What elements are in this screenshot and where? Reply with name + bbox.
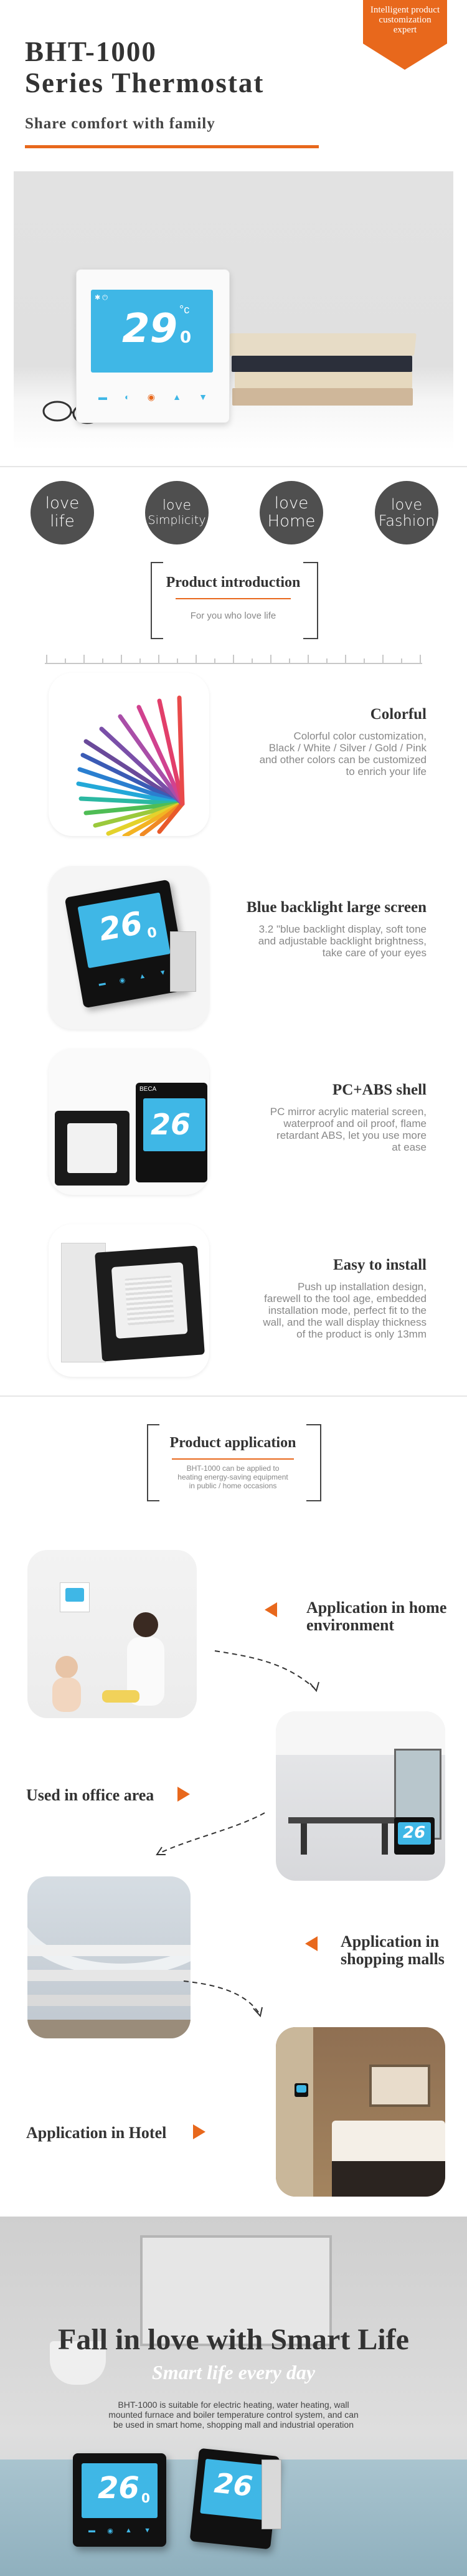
hero-photo	[14, 171, 453, 450]
screen-status: ✱ ⏻	[95, 294, 108, 302]
color-fan-icon	[49, 673, 209, 836]
intro-title-underline	[176, 598, 291, 599]
down-icon: ▼	[144, 2527, 151, 2534]
feature-title: Easy to install	[333, 1257, 427, 1273]
feature-text-line: waterproof and oil proof, flame	[283, 1118, 427, 1129]
love-word: love	[162, 498, 192, 514]
smart-display-decimal: 0	[141, 2491, 150, 2506]
love-word: love	[274, 494, 309, 513]
badge-text	[363, 5, 447, 35]
mode-icon[interactable]: ◐	[125, 392, 130, 402]
feature-text	[205, 923, 427, 959]
application-label	[26, 2124, 166, 2142]
installation-image	[49, 1224, 209, 1377]
application-label	[306, 1599, 446, 1634]
feature-text	[205, 1281, 427, 1340]
feature-text	[205, 730, 427, 777]
smart-life-banner	[0, 2217, 467, 2576]
dashed-connector	[212, 1645, 324, 1694]
application-title: Product application	[169, 1435, 296, 1451]
smart-subtitle: Smart life every day	[151, 2361, 316, 2384]
color-fan-image	[49, 673, 209, 836]
down-icon[interactable]: ▼	[199, 392, 207, 402]
smart-title: Fall in love with Smart Life	[58, 2323, 409, 2356]
feature-text-line: of the product is only 13mm	[296, 1328, 427, 1340]
feature-title: PC+ABS shell	[332, 1081, 427, 1098]
feature-text-line: farewell to the tool age, embedded	[264, 1293, 427, 1305]
intro-subtitle: For you who love life	[190, 611, 276, 621]
love-circle-life	[31, 481, 94, 544]
application-label	[341, 1933, 445, 1968]
office-display: 26	[403, 1823, 426, 1842]
home-application-image	[27, 1550, 197, 1718]
down-icon: ▼	[159, 968, 167, 977]
hero-title-line: Series Thermostat	[25, 67, 265, 98]
hero-thermostat	[76, 269, 230, 423]
brand-logo: BECA	[139, 1086, 157, 1093]
hero-title	[25, 36, 264, 98]
love-tail: life	[50, 512, 75, 531]
arrow-left-icon	[265, 1602, 277, 1617]
feature-display: 26	[96, 905, 146, 948]
hero-thermostat-buttons	[98, 392, 207, 402]
application-subtitle	[147, 1464, 319, 1490]
hero-subtitle: Share comfort with family	[25, 115, 215, 132]
smart-display-right: 26	[212, 2467, 255, 2503]
hero-thermostat-screen	[91, 290, 213, 373]
badge-line: customization	[379, 15, 432, 25]
feature-text-line: PC mirror acrylic material screen,	[270, 1106, 427, 1118]
menu-icon[interactable]: ▬	[98, 392, 107, 402]
love-tail: Simplicity	[148, 513, 206, 527]
power-icon[interactable]: ◉	[147, 392, 155, 402]
application-label	[26, 1787, 154, 1804]
mother-figure	[133, 1612, 158, 1637]
application-label-line: Used in office area	[26, 1786, 154, 1804]
baby-figure	[55, 1656, 78, 1678]
hero-unit: °c	[179, 303, 190, 316]
love-word: love	[45, 494, 80, 513]
backlight-thermostat-image	[49, 866, 209, 1029]
hero-divider	[25, 145, 319, 148]
arrow-right-icon	[193, 2124, 205, 2139]
ruler-divider	[45, 649, 422, 665]
feature-text-line: wall, and the wall display thickness	[263, 1316, 427, 1328]
application-subtitle-line: in public / home occasions	[189, 1481, 277, 1490]
up-icon: ▲	[125, 2527, 132, 2534]
dashed-connector	[143, 1810, 268, 1860]
power-icon: ◉	[107, 2527, 113, 2535]
up-icon: ▲	[138, 972, 147, 981]
application-subtitle-line: BHT-1000 can be applied to	[186, 1464, 280, 1473]
feature-text-line: Black / White / Silver / Gold / Pink	[268, 742, 427, 754]
arrow-right-icon	[177, 1787, 190, 1802]
smart-text-line: be used in smart home, shopping mall and industrial operation	[113, 2420, 354, 2430]
application-label-line: Application in	[341, 1932, 440, 1951]
badge-line: Intelligent product	[370, 5, 440, 15]
smart-thermostat-left	[73, 2453, 166, 2547]
feature-text-line: and other colors can be customized	[259, 754, 427, 766]
arrow-left-icon	[305, 1936, 318, 1951]
book-stack	[229, 333, 415, 408]
feature-text-line: at ease	[392, 1141, 427, 1153]
feature-text-line: 3.2 "blue backlight display, soft tone	[258, 923, 427, 935]
hotel-application-image	[276, 2027, 445, 2197]
feature-display-decimal: 0	[146, 924, 159, 942]
menu-icon: ▬	[88, 2527, 95, 2534]
smart-text-line: mounted furnace and boiler temperature control system, and can	[108, 2410, 359, 2420]
hero-temp: 29	[122, 306, 178, 352]
love-tail: Fashion	[378, 512, 435, 530]
smart-text	[62, 2400, 405, 2430]
feature-title: Blue backlight large screen	[246, 899, 427, 916]
feature-text-line: to enrich your life	[346, 766, 427, 777]
feature-title: Colorful	[370, 706, 427, 723]
feature-text-line: Colorful color customization,	[293, 730, 427, 742]
application-label-line: Application in home	[306, 1599, 447, 1617]
feature-text-line: take care of your eyes	[322, 947, 427, 959]
feature-text	[205, 1106, 427, 1153]
feature-display: 26	[151, 1108, 191, 1141]
shell-thermostat-image	[49, 1048, 209, 1195]
application-label-line: environment	[306, 1616, 395, 1634]
application-label-line: Application in Hotel	[26, 2124, 167, 2142]
feature-text-line: Push up installation design,	[298, 1281, 427, 1293]
badge-line: expert	[393, 25, 417, 35]
menu-icon: ▬	[98, 979, 106, 988]
application-title-underline	[172, 1458, 294, 1460]
smart-text-line: BHT-1000 is suitable for electric heating, water heating, wall	[118, 2400, 349, 2410]
smart-display-left: 26	[98, 2471, 139, 2506]
section-divider	[0, 1395, 467, 1397]
intro-title: Product introduction	[166, 574, 301, 591]
power-icon: ◉	[118, 976, 126, 985]
application-label-line: shopping malls	[341, 1950, 445, 1968]
office-application-image	[276, 1711, 445, 1881]
mall-application-image	[27, 1876, 191, 2038]
hero-decimal: 0	[180, 328, 192, 347]
love-tail: Home	[267, 512, 316, 531]
up-icon[interactable]: ▲	[172, 392, 181, 402]
love-circle-home	[260, 481, 323, 544]
feature-text-line: retardant ABS, let you use more	[276, 1129, 427, 1141]
feature-text-line: and adjustable backlight brightness,	[258, 935, 427, 947]
love-circle-simplicity	[145, 481, 209, 544]
feature-text-line: installation mode, perfect fit to the	[268, 1305, 427, 1316]
love-circle-fashion	[375, 481, 438, 544]
application-subtitle-line: heating energy-saving equipment	[177, 1473, 288, 1481]
dashed-connector	[181, 1975, 268, 2018]
section-divider	[0, 466, 467, 467]
love-word: love	[390, 495, 423, 513]
hero-title-line: BHT-1000	[25, 36, 157, 67]
